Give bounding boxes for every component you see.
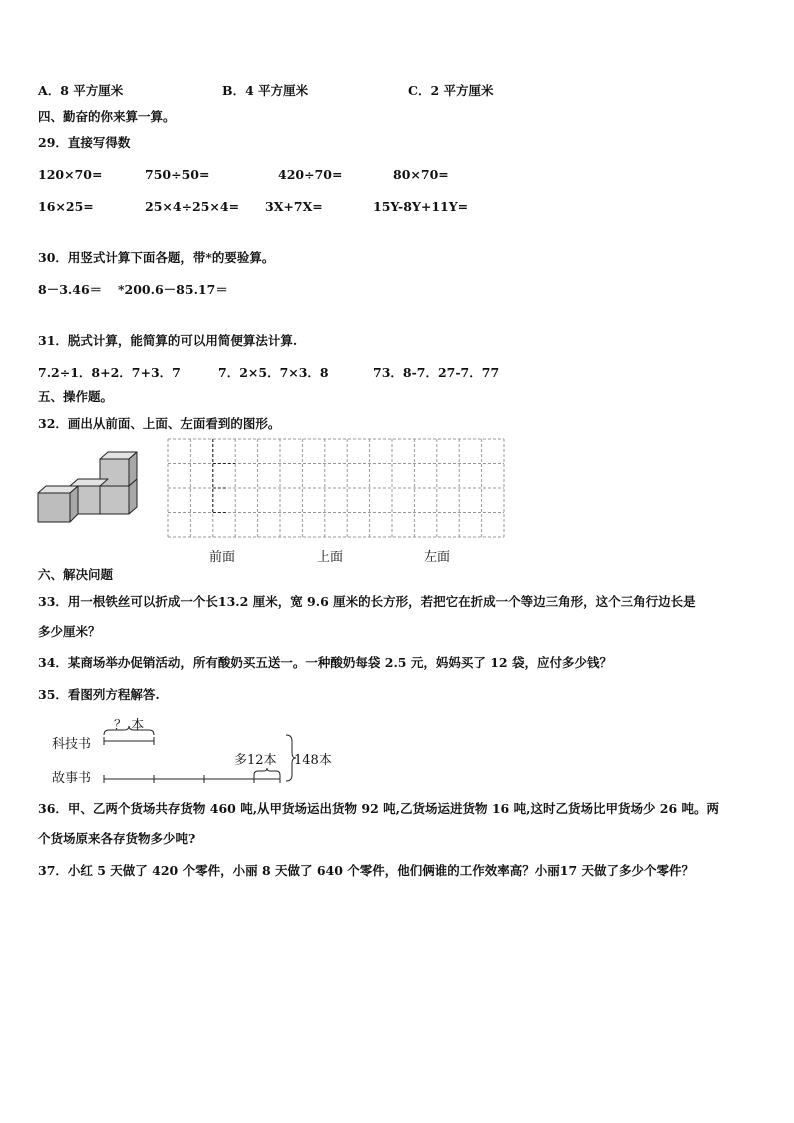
q29-prompt: 29．直接写得数 xyxy=(38,135,131,150)
section-4-title: 四、勤奋的你来算一算。 xyxy=(38,109,176,124)
q29-item: 16×25= xyxy=(38,199,94,214)
q35-prompt: 35．看图列方程解答. xyxy=(38,687,160,702)
q31-item: 7.2÷1．8+2．7+3．7 xyxy=(38,365,181,380)
label-science-books: 科技书 xyxy=(52,737,92,752)
label-unknown: ？ 本 xyxy=(114,718,145,733)
label-total-148: 148本 xyxy=(294,753,332,768)
q33-line2: 多少厘米？ xyxy=(38,624,101,639)
option-c: C．2 平方厘米 xyxy=(408,83,494,98)
dashed-grid xyxy=(167,438,507,539)
q29-item: 120×70= xyxy=(38,167,103,182)
cube-solid-figure xyxy=(36,450,140,526)
q33-line1: 33．用一根铁丝可以折成一个长13.2 厘米，宽 9.6 厘米的长方形，若把它在折成一个等边三角形，这个三角行边长是 xyxy=(38,594,696,609)
q30-prompt: 30．用竖式计算下面各题，带*的要验算。 xyxy=(38,250,275,265)
q31-item: 7．2×5．7×3．8 xyxy=(218,365,329,380)
q29-item: 80×70= xyxy=(393,167,449,182)
option-a: A．8 平方厘米 xyxy=(38,83,124,98)
view-label-top: 上面 xyxy=(317,550,344,565)
section-6-title: 六、解决问题 xyxy=(38,567,114,582)
q29-item: 750÷50= xyxy=(145,167,210,182)
q30-item: 8－3.46＝ xyxy=(38,282,103,297)
q29-item: 420÷70= xyxy=(278,167,343,182)
q31-prompt: 31．脱式计算，能简算的可以用简便算法计算. xyxy=(38,333,298,348)
label-story-books: 故事书 xyxy=(52,771,92,786)
q30-item: *200.6－85.17＝ xyxy=(118,282,228,297)
q32-prompt: 32．画出从前面、上面、左面看到的图形。 xyxy=(38,416,281,431)
view-label-front: 前面 xyxy=(209,550,236,565)
section-5-title: 五、操作题。 xyxy=(38,389,114,404)
q34-text: 34．某商场举办促销活动，所有酸奶买五送一。一种酸奶每袋 2.5 元，妈妈买了 12 袋，应付多少钱？ xyxy=(38,655,612,670)
q37-text: 37．小红 5 天做了 420 个零件，小丽 8 天做了 640 个零件，他们俩谁的工作效率高？小丽17 天做了多少个零件？ xyxy=(38,863,695,878)
q29-item: 25×4÷25×4= xyxy=(145,199,240,214)
view-label-left: 左面 xyxy=(424,550,451,565)
q36-line1: 36．甲、乙两个货场共存货物 460 吨,从甲货场运出货物 92 吨,乙货场运进货物 16 吨,这时乙货场比甲货场少 26 吨。两 xyxy=(38,801,720,816)
q36-line2: 个货场原来各存货物多少吨? xyxy=(38,831,196,846)
q29-item: 15Y-8Y+11Y= xyxy=(373,199,469,214)
q29-item: 3X+7X= xyxy=(265,199,323,214)
option-b: B．4 平方厘米 xyxy=(222,83,309,98)
q31-item: 73．8-7．27-7．77 xyxy=(373,365,500,380)
label-more-12: 多12本 xyxy=(234,753,277,768)
q35-segment-diagram xyxy=(100,725,300,785)
